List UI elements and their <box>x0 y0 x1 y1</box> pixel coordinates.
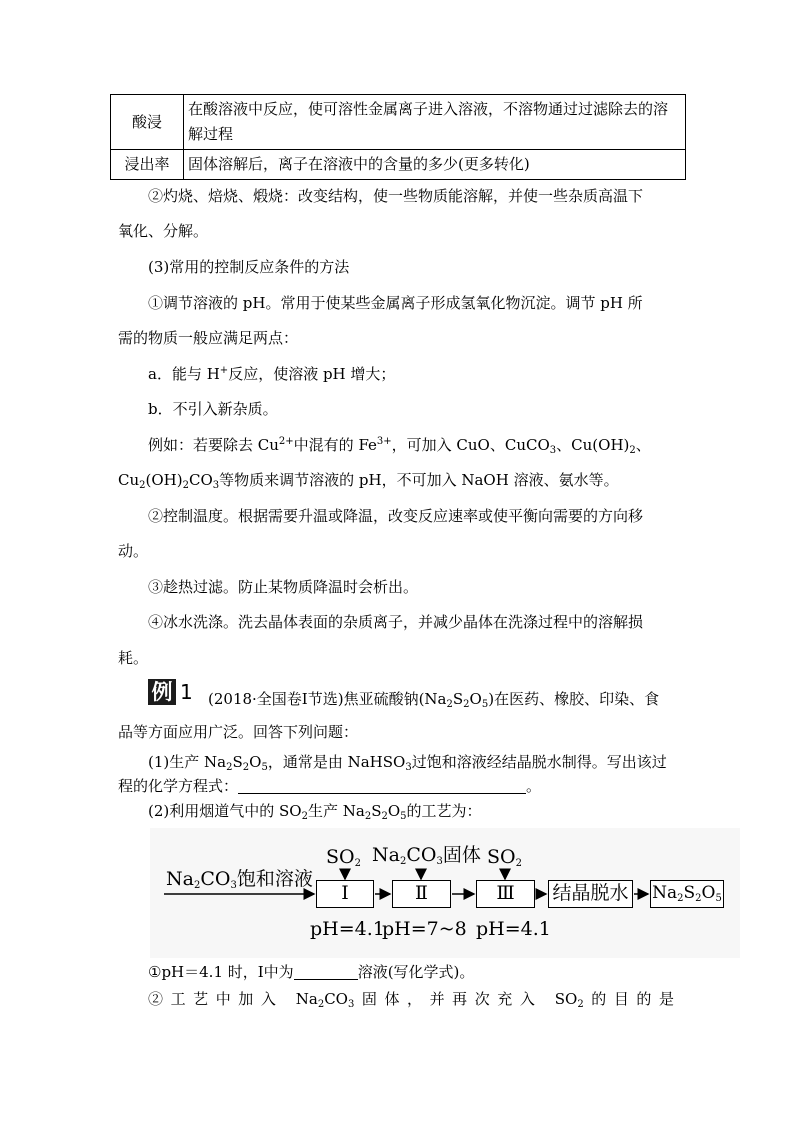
question-1-line-2 <box>118 776 678 796</box>
text: 溶液(写化学式)。 <box>357 963 475 981</box>
text: 。 <box>526 777 542 795</box>
text: S <box>371 802 382 820</box>
text: CO <box>324 990 348 1008</box>
text: 生产 Na <box>307 802 365 820</box>
text: ，可加入 CuO、CuCO <box>391 436 550 454</box>
text: 例如：若要除去 Cu <box>148 436 279 454</box>
question-2-line <box>148 801 708 821</box>
step-2-box: Ⅱ <box>392 880 451 908</box>
example-line-2 <box>118 470 678 490</box>
desc-cell: 固体溶解后，离子在溶液中的含量的多少(更多转化) <box>184 150 686 180</box>
text: Cu <box>118 471 140 489</box>
subscript: 5 <box>481 699 489 710</box>
text: 程的化学方程式： <box>118 777 239 795</box>
subscript: 3 <box>212 480 220 491</box>
subscript: 2 <box>301 811 308 822</box>
process-flow-diagram <box>150 828 740 958</box>
text: 等物质来调节溶液的 pH，不可加入 NaOH 溶液、氨水等。 <box>219 471 619 489</box>
text: Na <box>372 844 400 866</box>
subscript: 2 <box>695 893 702 904</box>
text: ②工艺中加入 Na <box>148 990 318 1008</box>
subscript: 2 <box>317 999 325 1010</box>
ph-label-3: pH=4.1 <box>476 918 551 940</box>
ice-wash-line-2: 耗。 <box>118 649 149 667</box>
text: 饱和溶液 <box>236 868 313 890</box>
ph-condition-a <box>148 364 708 384</box>
text: 中混有的 Fe <box>293 436 377 454</box>
subscript: 5 <box>715 893 722 904</box>
question-2-1 <box>148 962 708 982</box>
so2-input-label-2 <box>487 846 522 868</box>
so2-input-label <box>326 846 361 868</box>
answer-blank[interactable] <box>294 963 358 980</box>
step-3-box: Ⅲ <box>476 880 535 908</box>
subscript: 2 <box>364 811 372 822</box>
subscript: 5 <box>261 762 268 773</box>
example-intro-line-2: 品等方面应用广泛。回答下列问题： <box>118 723 359 741</box>
table-row <box>111 150 686 180</box>
text: SO <box>487 846 516 868</box>
example-badge: 例 <box>148 679 176 705</box>
definition-table <box>110 94 686 180</box>
subscript: 2 <box>399 856 407 867</box>
subscript: 2 <box>677 893 684 904</box>
example-line-1 <box>148 435 708 455</box>
text: O <box>701 883 716 903</box>
text: 固体，并再次充入 SO <box>354 990 578 1008</box>
text: (OH) <box>145 471 183 489</box>
text: 过饱和溶液经结晶脱水制得。写出该过 <box>411 753 667 771</box>
question-1-line-1 <box>148 752 708 772</box>
text: Na <box>652 883 678 903</box>
answer-blank[interactable] <box>238 777 526 794</box>
subscript: 2 <box>515 858 522 869</box>
text: 、Cu(OH) <box>556 436 630 454</box>
text: S <box>452 690 464 708</box>
step-1-box: Ⅰ <box>316 880 374 908</box>
ph-condition-b: b．不引入新杂质。 <box>148 400 278 418</box>
text: O <box>469 690 482 708</box>
subscript: 2 <box>139 480 146 491</box>
example-intro-line-1 <box>208 689 684 709</box>
subscript: 3 <box>347 999 355 1010</box>
step-4-box: 结晶脱水 <box>548 880 633 908</box>
superscript: 2+ <box>278 436 294 447</box>
text: )在医药、橡胶、印染、食 <box>488 690 660 708</box>
text: a．能与 H <box>148 365 220 383</box>
text: CO <box>406 844 437 866</box>
subscript: 2 <box>242 762 250 773</box>
text: CO <box>188 471 213 489</box>
subscript: 2 <box>577 999 584 1010</box>
text: 固体 <box>442 844 481 866</box>
subscript: 2 <box>226 762 233 773</box>
ice-wash-line-1: ④冰水洗涤。洗去晶体表面的杂质离子，并减少晶体在洗涤过程中的溶解损 <box>148 613 644 631</box>
question-2-2 <box>148 989 674 1009</box>
superscript: 3+ <box>376 436 392 447</box>
temp-line-2: 动。 <box>118 542 149 560</box>
subscript: 3 <box>436 856 443 867</box>
methods-heading: (3)常用的控制反应条件的方法 <box>148 258 350 276</box>
subscript: 3 <box>230 880 237 891</box>
subscript: 3 <box>405 762 412 773</box>
example-number: 1 <box>180 680 193 704</box>
text: (1)生产 Na <box>148 753 227 771</box>
text: S <box>232 753 243 771</box>
text: 的目的是 <box>583 990 674 1008</box>
text: ①pH＝4.1 时，Ⅰ中为 <box>148 963 294 981</box>
subscript: 2 <box>463 699 470 710</box>
text: O <box>387 802 401 820</box>
table-row <box>111 95 686 150</box>
hot-filter-line: ③趁热过滤。防止某物质降温时会析出。 <box>148 578 419 596</box>
term-cell: 酸浸 <box>111 95 184 150</box>
text: O <box>249 753 262 771</box>
term-cell: 浸出率 <box>111 150 184 180</box>
text: (2018·全国卷Ⅰ节选)焦亚硫酸钠(Na <box>208 690 447 708</box>
subscript: 2 <box>354 858 361 869</box>
subscript: 2 <box>193 880 201 891</box>
text: 、 <box>635 436 651 454</box>
text: ，通常是由 NaHSO <box>267 753 406 771</box>
subscript: 2 <box>381 811 388 822</box>
ph-label-1: pH=4.1 <box>310 918 385 940</box>
na2co3-solid-label <box>372 844 481 866</box>
text: 的工艺为： <box>406 802 482 820</box>
subscript: 2 <box>446 699 453 710</box>
subscript: 2 <box>629 445 636 456</box>
text: Na <box>166 868 194 890</box>
text: (2)利用烟道气中的 SO <box>148 802 302 820</box>
temp-line-1: ②控制温度。根据需要升温或降温，改变反应速率或使平衡向需要的方向移 <box>148 507 644 525</box>
text: 反应，使溶液 pH 增大； <box>228 365 396 383</box>
text: SO <box>326 846 355 868</box>
product-box <box>650 880 724 908</box>
text: S <box>683 883 696 903</box>
calcine-line-2: 氧化、分解。 <box>118 222 209 240</box>
superscript: + <box>219 365 229 376</box>
desc-cell: 在酸溶液中反应，使可溶性金属离子进入溶液，不溶物通过过滤除去的溶解过程 <box>184 95 686 150</box>
calcine-line-1: ②灼烧、焙烧、煅烧：改变结构，使一些物质能溶解，并使一些杂质高温下 <box>148 187 644 205</box>
subscript: 2 <box>182 480 189 491</box>
ph-label-2: pH=7~8 <box>382 918 467 940</box>
subscript: 3 <box>549 445 557 456</box>
ph-line-1: ①调节溶液的 pH。常用于使某些金属离子形成氢氧化物沉淀。调节 pH 所 <box>148 294 643 312</box>
subscript: 5 <box>400 811 407 822</box>
start-solution-label <box>166 868 313 890</box>
ph-line-2: 需的物质一般应满足两点： <box>118 329 299 347</box>
text: CO <box>200 868 231 890</box>
